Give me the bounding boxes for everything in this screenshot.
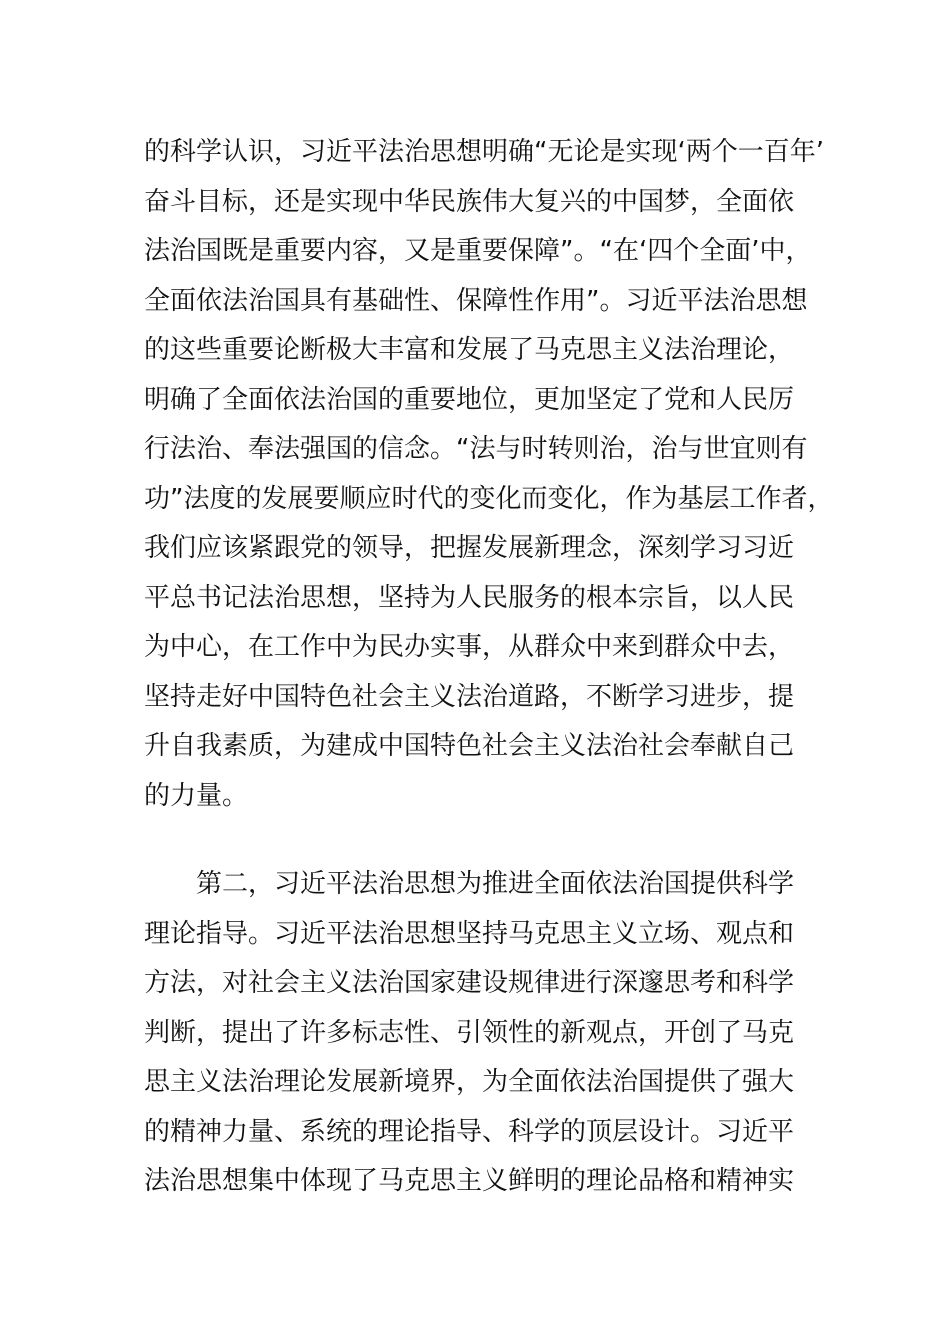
paragraph-line: 第二，习近平法治思想为推进全面依法治国提供科学	[196, 869, 795, 899]
paragraph-line: 的力量。	[144, 781, 249, 811]
paragraph-line: 的科学认识，习近平法治思想明确“无论是实现‘两个一百年’	[144, 137, 824, 167]
paragraph-line: 的精神力量、系统的理论指导、科学的顶层设计。习近平	[144, 1117, 795, 1147]
paragraph-line: 方法，对社会主义法治国家建设规律进行深邃思考和科学	[144, 968, 795, 998]
paragraph-line: 法治思想集中体现了马克思主义鲜明的理论品格和精神实	[144, 1166, 795, 1196]
paragraph-line: 行法治、奉法强国的信念。“法与时转则治，治与世宜则有	[144, 434, 808, 464]
paragraph-line: 明确了全面依法治国的重要地位，更加坚定了党和人民厉	[144, 385, 795, 415]
paragraph-line: 判断，提出了许多标志性、引领性的新观点，开创了马克	[144, 1018, 795, 1048]
paragraph-line: 我们应该紧跟党的领导，把握发展新理念，深刻学习习近	[144, 533, 795, 563]
paragraph-line: 奋斗目标，还是实现中华民族伟大复兴的中国梦，全面依	[144, 187, 795, 217]
paragraph-line: 平总书记法治思想，坚持为人民服务的根本宗旨，以人民	[144, 583, 795, 613]
paragraph-line: 的这些重要论断极大丰富和发展了马克思主义法治理论，	[144, 335, 795, 365]
paragraph-line: 理论指导。习近平法治思想坚持马克思主义立场、观点和	[144, 919, 795, 949]
paragraph-line: 法治国既是重要内容，又是重要保障”。“在‘四个全面’中，	[144, 236, 812, 266]
paragraph-line: 全面依法治国具有基础性、保障性作用”。习近平法治思想	[144, 286, 808, 316]
paragraph-line: 为中心，在工作中为民办实事，从群众中来到群众中去，	[144, 632, 795, 662]
paragraph-line: 思主义法治理论发展新境界，为全面依法治国提供了强大	[144, 1067, 795, 1097]
paragraph-line: 升自我素质，为建成中国特色社会主义法治社会奉献自己	[144, 731, 795, 761]
paragraph-line: 坚持走好中国特色社会主义法治道路，不断学习进步，提	[144, 682, 795, 712]
paragraph-line: 功”法度的发展要顺应时代的变化而变化，作为基层工作者，	[144, 484, 834, 514]
